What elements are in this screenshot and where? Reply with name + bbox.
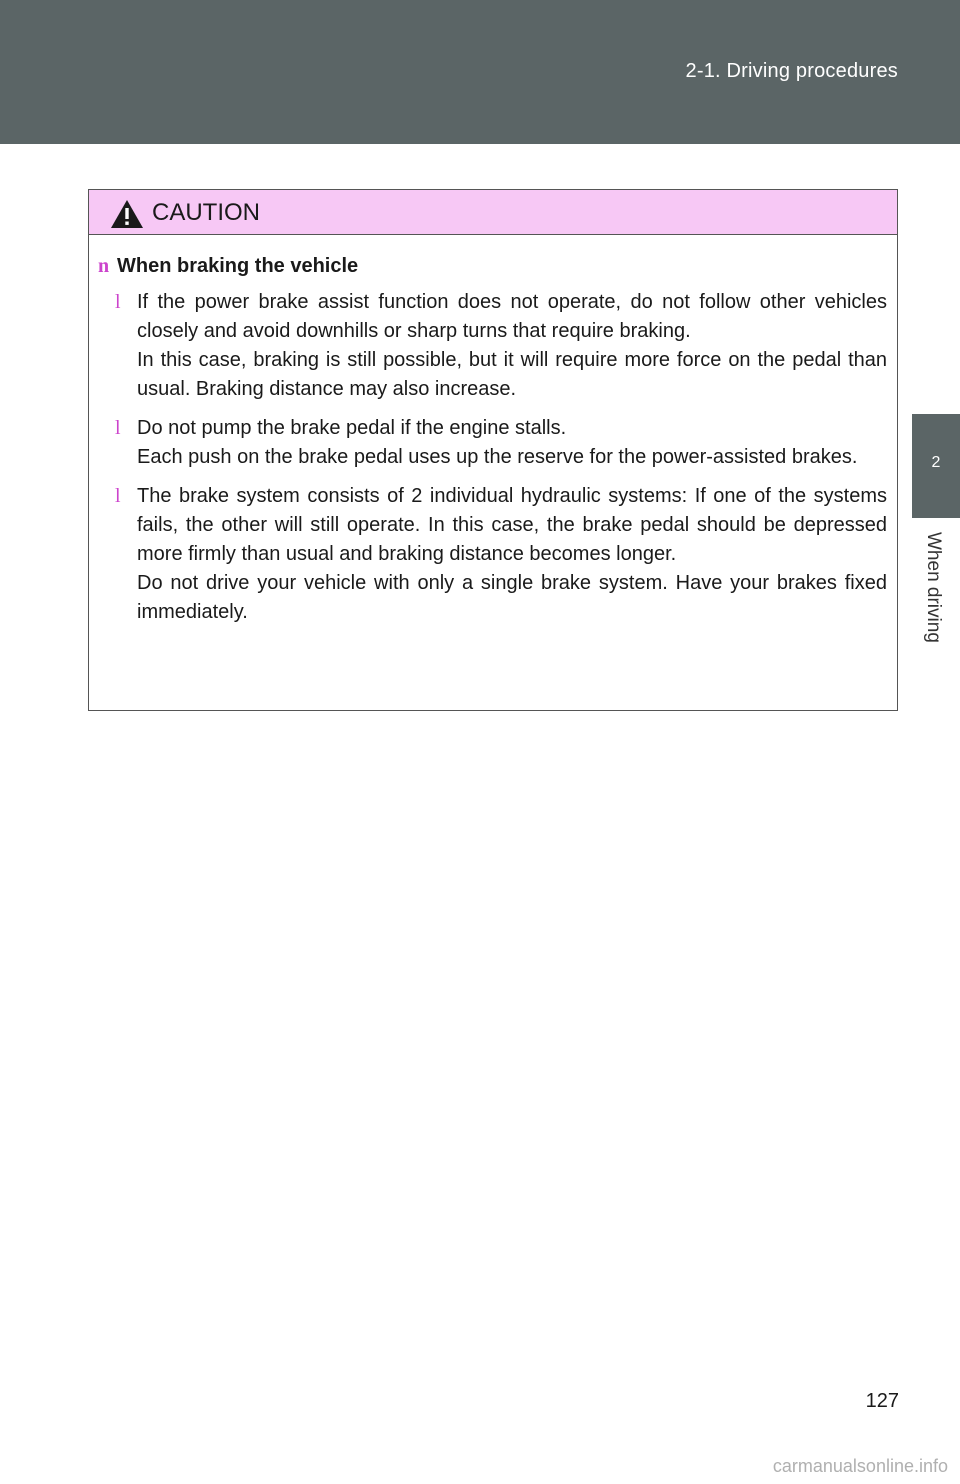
caution-item (115, 414, 887, 472)
caution-box (88, 189, 898, 711)
caution-item (115, 288, 887, 404)
chapter-number: 2 (931, 454, 941, 471)
page-number: 127 (865, 1390, 899, 1412)
caution-item (115, 482, 887, 627)
bullet-icon: l (115, 291, 121, 313)
warning-triangle-icon (110, 199, 144, 229)
chapter-label: When driving (923, 532, 944, 643)
chapter-tab (912, 414, 960, 518)
item-paragraph: Each push on the brake pedal uses up the reserve for the power-assisted brakes. (137, 446, 858, 468)
item-paragraph: Do not pump the brake pedal if the engine stalls. (137, 417, 567, 439)
caution-title: CAUTION (152, 199, 260, 226)
caution-subheading (98, 255, 887, 278)
bullet-icon: l (115, 485, 121, 507)
item-paragraph: Do not drive your vehicle with only a single brake system. Have your brakes fixed immediately. (137, 572, 887, 623)
chapter-label-strip (912, 518, 960, 688)
item-paragraph: In this case, braking is still possible, but it will require more force on the pedal than usual. Braking distance may also increase. (137, 349, 887, 400)
subheading-text: When braking the vehicle (117, 255, 359, 277)
caution-body (89, 235, 897, 627)
bullet-icon: l (115, 417, 121, 439)
square-bullet-icon: n (98, 255, 110, 277)
item-paragraph: If the power brake assist function does not operate, do not follow other vehicles closely and avoid downhills or sharp turns that require braking. (137, 291, 887, 342)
item-paragraph: The brake system consists of 2 individual hydraulic systems: If one of the systems fails, the other will still operate. In this case, the brake pedal should be depressed more firmly than usual and braking distance becomes longer. (137, 485, 887, 565)
watermark: carmanualsonline.info (772, 1456, 948, 1476)
caution-header (89, 190, 897, 235)
page-header (0, 0, 960, 144)
section-title: 2-1. Driving procedures (685, 60, 898, 82)
